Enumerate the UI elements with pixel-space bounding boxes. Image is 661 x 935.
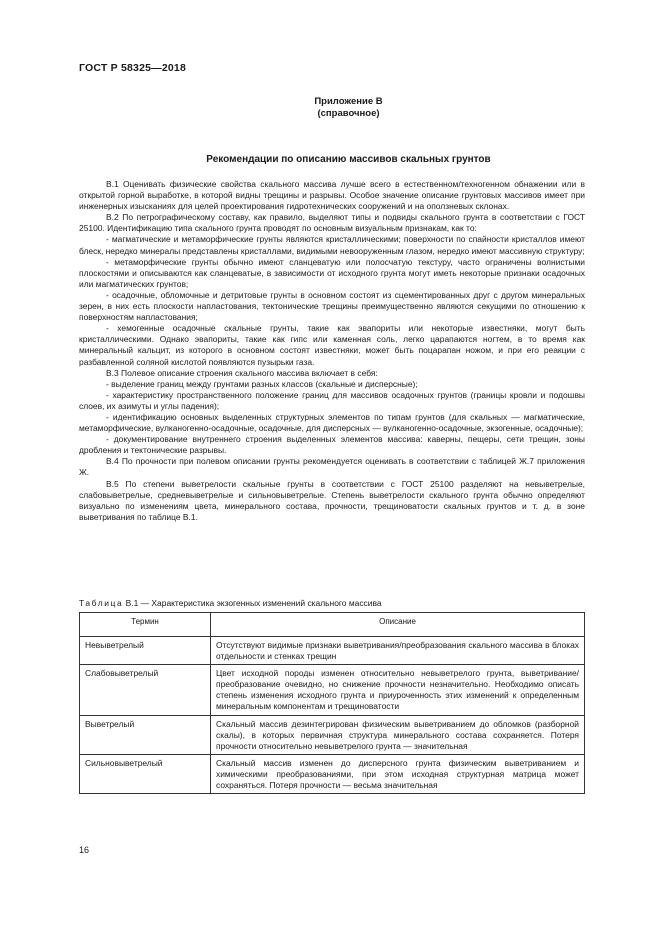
paragraph-b3: В.3 Полевое описание строения скального массива включает в себя:	[106, 367, 378, 378]
table-row	[80, 754, 585, 793]
list-item: - магматические и метаморфические грунты являются кристаллическими; поверхности по спайности кристаллов имеют блеск, нередко минералы представлены кристаллами, видимыми невооруженным глазом, нередко имеют массивную структуру;	[79, 234, 585, 256]
table-row	[80, 637, 585, 665]
list-item: - хемогенные осадочные скальные грунты, такие как эвапориты или некоторые известняки, могут быть кристаллическими. Однако эвапориты, такие как гипс или каменная соль, легко царапаются ногтем, в то время как минеральный кальцит, из которого в основном состоят известняки, может быть поцарапан ножом, и при его реакции с разбавленной соляной кислотой появляются пузырьки газа.	[79, 323, 585, 367]
paragraph-b5: В.5 По степени выветрелости скальные грунты в соответствии с ГОСТ 25100 разделяют на невыветрелые, слабовыветрелые, средневыветрелые и сильновыветрелые. Степень выветрелости скального грунта обычно определяют визуально по изменениям цвета, минерального состава, прочности, трещиноватости скальных грунтов и т. д. в зоне выветривания по таблице В.1.	[79, 478, 585, 522]
list-item: - выделение границ между грунтами разных классов (скальные и дисперсные);	[106, 378, 418, 389]
table-row	[80, 715, 585, 754]
table-caption-text: В.1 — Характеристика экзогенных изменений скального массива	[123, 598, 382, 608]
term-cell: Слабовыветрелый	[80, 665, 211, 715]
description-cell: Цвет исходной породы изменен относительно невыветрелого грунта, выветривание/преобразование очевидно, но снижение прочности незначительно. Необходимо описать степень изменения исходного грунта и приуроченность этих изменений к определенным минеральным компонентам и трещиноватости	[211, 665, 585, 715]
term-cell: Выветрелый	[80, 715, 211, 754]
table-caption	[79, 598, 382, 608]
paragraph-b1: В.1 Оценивать физические свойства скального массива лучше всего в естественном/техногенном обнажении или в открытой горной выработке, в которой видны трещины и разрывы. Особое значение описание грунтовых массивов имеет при инженерных изысканиях для целей проектирования гидротехнических сооружений и на оползневых склонах.	[79, 179, 585, 212]
section-heading: Рекомендации по описанию массивов скальных грунтов	[206, 154, 491, 165]
table-caption-label: Таблица	[79, 598, 124, 608]
document-code: ГОСТ Р 58325—2018	[79, 62, 187, 74]
paragraph-b4: В.4 По прочности при полевом описании грунты рекомендуется оценивать в соответствии с таблицей Ж.7 приложения Ж.	[79, 456, 585, 478]
term-cell: Невыветрелый	[80, 637, 211, 665]
description-cell: Отсутствуют видимые признаки выветривания/преобразования скального массива в блоках отдельности и стенках трещин	[211, 637, 585, 665]
appendix-title: Приложение В	[314, 96, 383, 107]
list-item: - метаморфические грунты обычно имеют сланцеватую или полосчатую текстуру, часто ограничены волнистыми плоскостями и описываются как сланцеватые, в зависимости от исходного грунта могут иметь некоторые признаки осадочных или магматических грунтов;	[79, 256, 585, 289]
column-header-term: Термин	[80, 613, 211, 637]
body-text	[79, 179, 585, 523]
appendix-subtitle: (справочное)	[317, 108, 380, 119]
description-cell: Скальный массив изменен до дисперсного грунта физическим выветриванием и химическими преобразованиями, при этом исходная структурная матрица может сохраняться. Потеря прочности — весьма значительная	[211, 754, 585, 793]
list-item: - осадочные, обломочные и детритовые грунты в основном состоят из сцементированных друг с другом минеральных зерен, в них есть плоскости напластования, тектонические трещины преимущественно являются секущими по отношению к поверхностям напластования;	[79, 289, 585, 323]
list-item: - документирование внутреннего строения выделенных элементов массива: каверны, пещеры, сети трещин, зоны дробления и тектонические разрывы.	[79, 434, 585, 456]
table-header-row	[80, 613, 585, 637]
list-item: - идентификацию основных выделенных структурных элементов по типам грунтов (для скальных — магматические, метаморфические, вулканогенно-осадочные, осадочные, для дисперсных — вулканогенно-осадочные, экзогенные, осадочные);	[79, 411, 585, 434]
list-item: - характеристику пространственного положение границ для массивов осадочных грунтов (границы кровли и подошвы слоев, их азимуты и углы падения);	[79, 389, 585, 411]
weathering-table	[79, 612, 585, 794]
paragraph-b2: В.2 По петрографическому составу, как правило, выделяют типы и подвиды скального грунта в соответствии с ГОСТ 25100. Идентификацию типа скального грунта проводят по основным визуальным признакам, как то:	[79, 212, 585, 234]
appendix-header	[0, 96, 661, 120]
term-cell: Сильновыветрелый	[80, 754, 211, 793]
description-cell: Скальный массив дезинтегрирован физическим выветриванием до обломков (разборной скалы), в которых первичная структура минерального состава сохраняется. Потеря прочности относительно невыветрелого грунта — значительная	[211, 715, 585, 754]
column-header-description: Описание	[211, 613, 585, 637]
table-row	[80, 665, 585, 715]
page-number: 16	[79, 845, 90, 855]
